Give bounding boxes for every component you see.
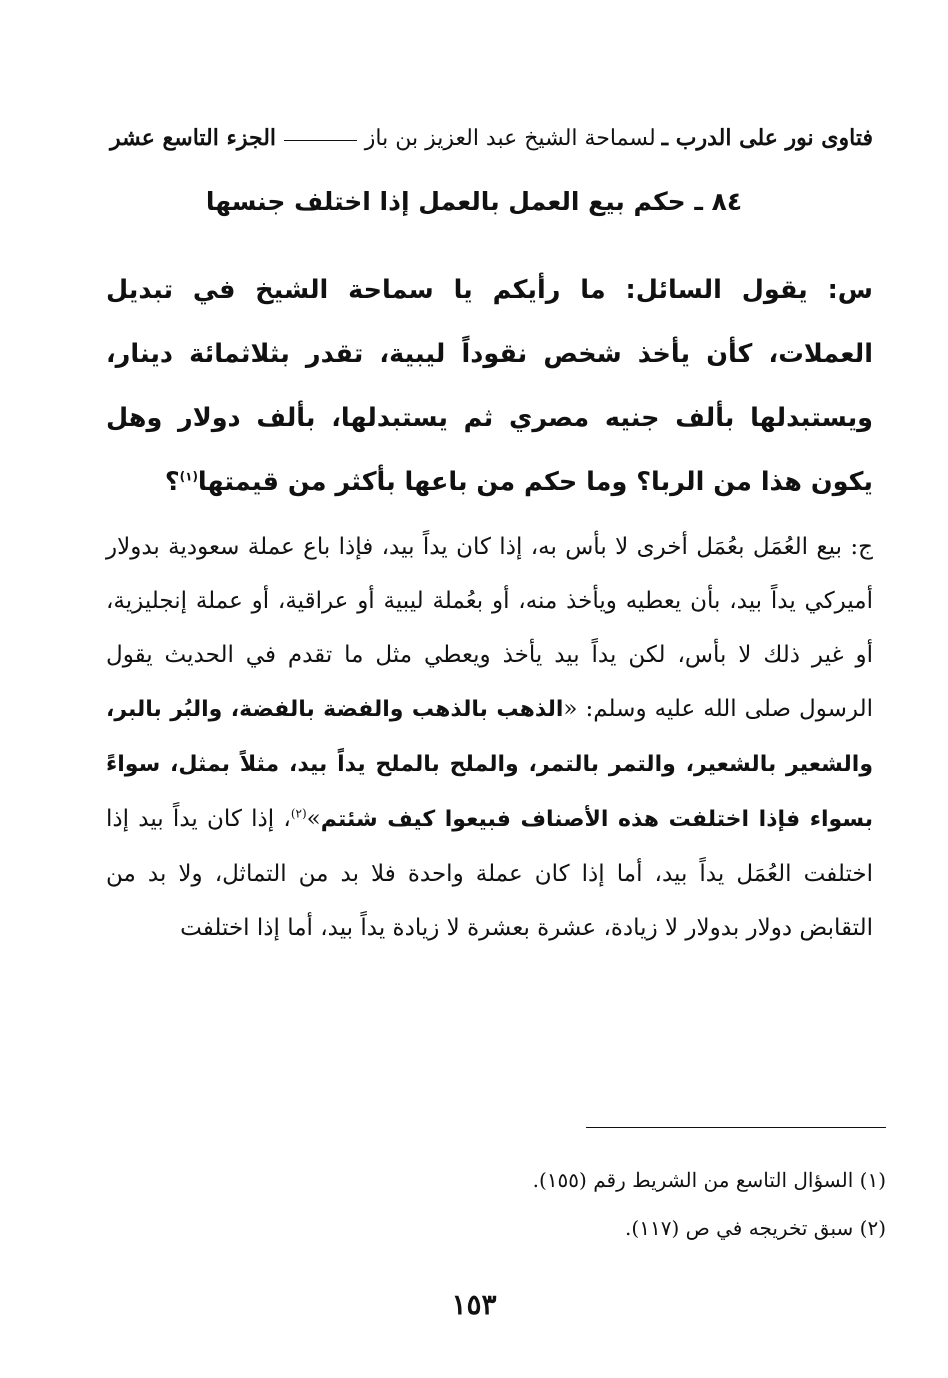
footnote-ref-2: (٢) [290, 806, 307, 821]
question-paragraph [106, 258, 873, 514]
footnotes [106, 1156, 886, 1252]
author-name: لسماحة الشيخ عبد العزيز بن باز [364, 125, 656, 151]
hadith-quote: الذهب بالذهب والفضة بالفضة، والبُر بالبر، والشعير بالشعير، والتمر بالتمر، والملح بالملح يداً بيد، مثلاً بمثل، سواءً بسواء فإذا اختلفت هذه الأصناف فبيعوا كيف شئتم [106, 697, 873, 832]
quote-close-mark: » [306, 806, 321, 832]
footnote-1: (١) السؤال التاسع من الشريط رقم (١٥٥). [532, 1168, 886, 1192]
answer-text-part2: ، إذا كان يداً بيد إذا اختلفت العُمَل يداً بيد، أما إذا كان عملة واحدة فلا بد من التماثل، ولا بد من التقابض دولار بدولار لا زيادة، عشرة بعشرة لا زيادة يداً بيد، أما إذا اختلفت [106, 806, 873, 941]
series-title: فتاوى نور على الدرب ـ [661, 125, 873, 151]
running-header [110, 118, 873, 158]
question-text: س: يقول السائل: ما رأيكم يا سماحة الشيخ في تبديل العملات، كأن يأخذ شخص نقوداً ليبية، تقدر بثلاثمائة دينار، ويستبدلها بألف جنيه مصري ثم يستبدلها، بألف دولار وهل يكون هذا من الربا؟ وما حكم من باعها بأكثر من قيمتها [106, 275, 873, 497]
page-number: ١٥٣ [451, 1288, 497, 1321]
fatwa-title: ٨٤ ـ حكم بيع العمل بالعمل إذا اختلف جنسها [205, 187, 743, 216]
answer-text-part1: ج: بيع العُمَل بعُمَل أخرى لا بأس به، إذا كان يداً بيد، فإذا باع عملة سعودية بدولار أميركي يداً بيد، بأن يعطيه ويأخذ منه، أو بعُملة ليبية أو عراقية، أو عملة إنجليزية، أو غير ذلك لا بأس، لكن يداً بيد يأخذ ويعطي مثل ما تقدم في الحديث يقول الرسول صلى الله عليه وسلم: « [106, 534, 873, 722]
answer-paragraph [106, 520, 873, 955]
question-end-mark: ؟ [164, 467, 180, 497]
volume-label: الجزء التاسع عشر [110, 125, 277, 151]
footnote-ref-1: (١) [179, 469, 198, 484]
header-rule [284, 140, 357, 141]
footnote-separator [586, 1127, 886, 1128]
footnote-2: (٢) سبق تخريجه في ص (١١٧). [625, 1216, 886, 1240]
